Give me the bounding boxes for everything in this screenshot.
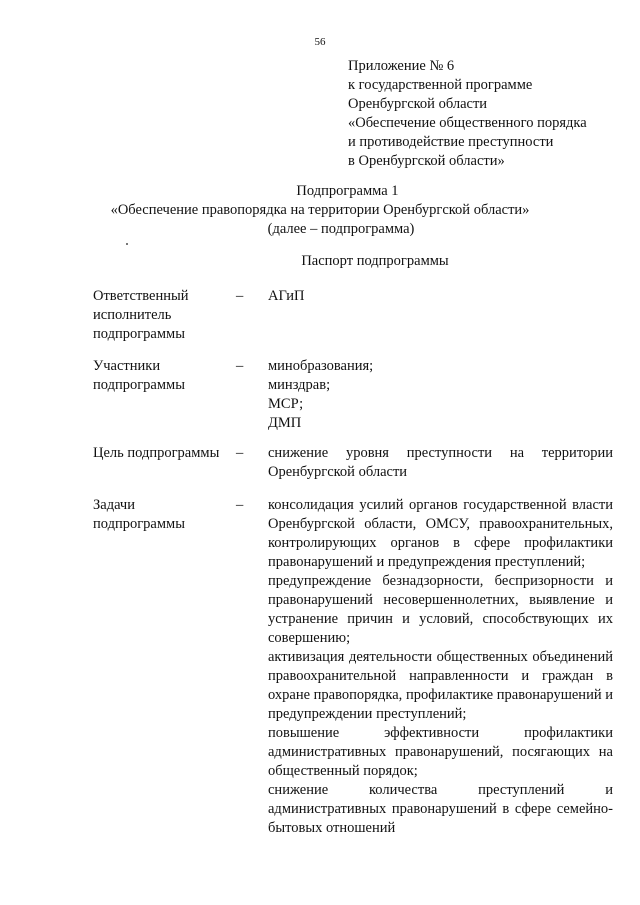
- annex-line: в Оренбургской области»: [348, 153, 505, 169]
- row-value: [268, 357, 613, 433]
- annex-line: «Обеспечение общественного порядка: [348, 115, 587, 131]
- row-dash: –: [236, 288, 244, 304]
- subprogram-name: «Обеспечение правопорядка на территории Оренбургской области»: [110, 202, 530, 218]
- task-item: повышение эффективности профилактики административных правонарушений, посягающих на общественный порядок;: [268, 725, 613, 779]
- passport-title: Паспорт подпрограммы: [301, 253, 449, 269]
- task-item: консолидация усилий органов государственной власти Оренбургской области, ОМСУ, правоохранительных, контролирующих органов в сфере профилактики правонарушений и предупреждения преступлений;: [268, 497, 613, 570]
- participant-item: МСР;: [268, 396, 304, 412]
- row-value: [268, 496, 613, 838]
- subprogram-note: (далее – подпрограмма): [267, 221, 415, 237]
- participant-item: минздрав;: [268, 377, 331, 393]
- task-item: активизация деятельности общественных объединений правоохранительной направленности и граждан в охране правопорядка, профилактике правонарушений и предупреждении преступлений;: [268, 649, 613, 722]
- annex-line: Оренбургской области: [348, 96, 488, 112]
- task-item: предупреждение безнадзорности, беспризорности и правонарушений несовершеннолетних, выявление и устранение причин и условий, способствующих их совершению;: [268, 573, 613, 646]
- participant-item: ДМП: [268, 415, 302, 431]
- row-label: Цель подпрограммы: [93, 445, 220, 461]
- row-dash: –: [236, 497, 244, 513]
- row-dash: –: [236, 358, 244, 374]
- page-number: 56: [314, 36, 326, 48]
- row-label: Задачи подпрограммы: [93, 497, 185, 532]
- subprogram-heading: [0, 182, 640, 239]
- row-value: АГиП: [268, 288, 305, 304]
- annex-line: к государственной программе: [348, 77, 533, 93]
- scan-speck: [126, 243, 128, 245]
- annex-header: [348, 57, 587, 171]
- row-dash: –: [236, 445, 244, 461]
- participant-item: минобразования;: [268, 358, 374, 374]
- annex-line: и противодействие преступности: [348, 134, 554, 150]
- task-item: снижение количества преступлений и административных правонарушений в сфере семейно-бытовых отношений: [268, 782, 613, 836]
- row-label: Ответственный исполнитель подпрограммы: [93, 288, 189, 342]
- row-label: Участники подпрограммы: [93, 358, 185, 393]
- subprogram-title: Подпрограмма 1: [296, 183, 399, 199]
- row-value: снижение уровня преступности на территории Оренбургской области: [268, 445, 613, 480]
- annex-line: Приложение № 6: [348, 58, 455, 74]
